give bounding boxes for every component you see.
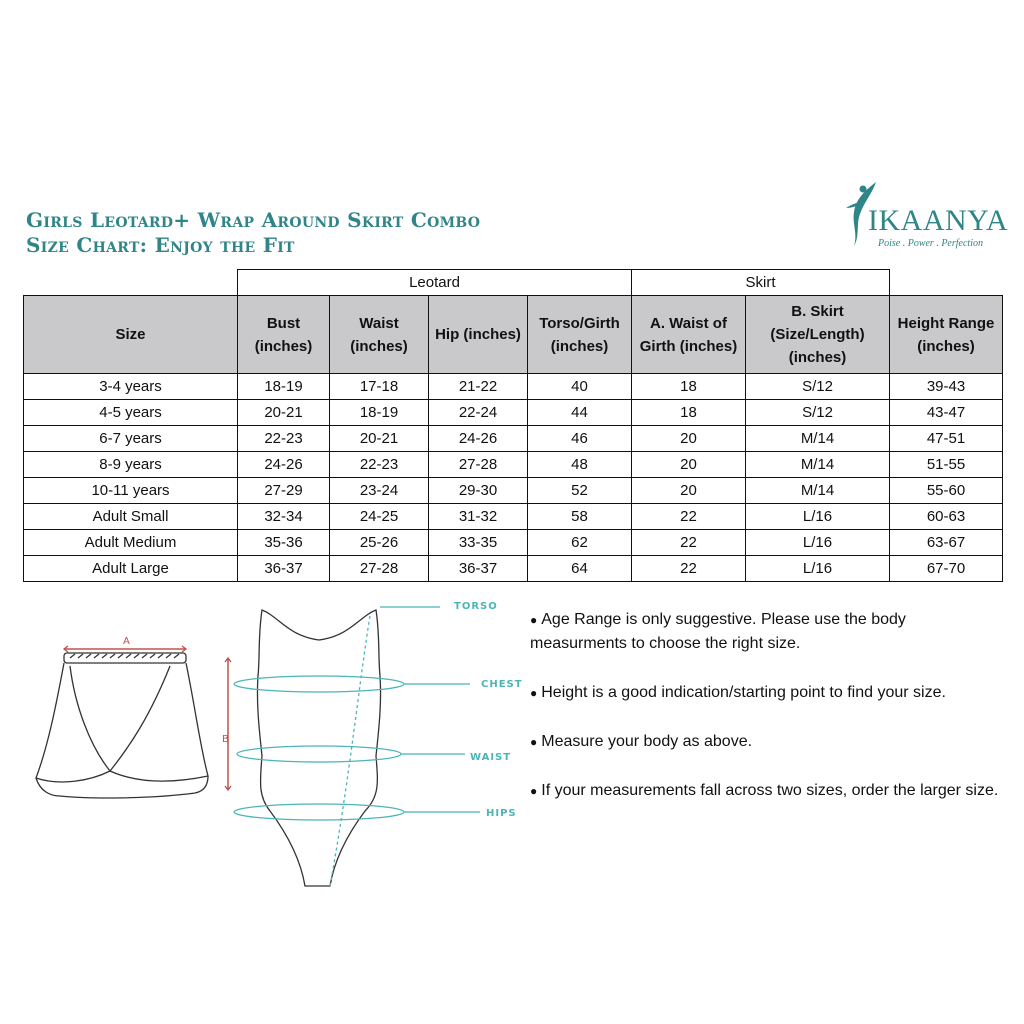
leotard-diagram [234,607,480,886]
table-cell: 18-19 [330,400,429,426]
measurement-diagrams [30,596,530,896]
table-cell: 27-28 [330,556,429,582]
table-cell: 22-23 [330,452,429,478]
group-spacer [890,270,1003,296]
size-chart-table [23,269,1003,582]
table-cell: 20 [632,478,746,504]
table-cell: 4-5 years [24,400,238,426]
sizing-notes [530,608,1000,828]
table-cell: 20-21 [330,426,429,452]
table-cell: 27-28 [429,452,528,478]
table-cell: 24-26 [238,452,330,478]
table-cell: 23-24 [330,478,429,504]
table-cell: 22 [632,556,746,582]
note-text: If your measurements fall across two sizes, order the larger size. [541,782,999,799]
table-row [24,504,1003,530]
leotard-group-header: Leotard [238,270,632,296]
table-cell: 24-26 [429,426,528,452]
note-text: Height is a good indication/starting point to find your size. [541,684,946,701]
table-row [24,426,1003,452]
skirt-diagram [36,646,231,798]
column-header: B. Skirt (Size/Length) (inches) [746,296,890,374]
table-cell: 21-22 [429,374,528,400]
note-text: Age Range is only suggestive. Please use the body measurments to choose the right size. [530,611,906,652]
table-cell: 43-47 [890,400,1003,426]
table-cell: M/14 [746,452,890,478]
column-header: Height Range (inches) [890,296,1003,374]
table-cell: 62 [528,530,632,556]
table-cell: 32-34 [238,504,330,530]
table-cell: L/16 [746,556,890,582]
table-cell: 35-36 [238,530,330,556]
table-cell: 10-11 years [24,478,238,504]
brand-name: IKAANYA [868,204,1009,237]
table-cell: 22-24 [429,400,528,426]
brand-logo [836,180,1009,260]
heading-line-1: Girls Leotard+ Wrap Around Skirt Combo [26,208,481,232]
table-cell: 36-37 [429,556,528,582]
skirt-group-header: Skirt [632,270,890,296]
note-item [530,730,1000,754]
skirt-label-b: B [222,734,229,745]
table-row [24,400,1003,426]
hips-label: HIPS [486,808,517,819]
table-cell: 17-18 [330,374,429,400]
table-cell: 47-51 [890,426,1003,452]
table-row [24,452,1003,478]
table-cell: M/14 [746,426,890,452]
table-cell: 33-35 [429,530,528,556]
table-cell: 36-37 [238,556,330,582]
table-cell: S/12 [746,374,890,400]
table-cell: 39-43 [890,374,1003,400]
table-cell: 24-25 [330,504,429,530]
bullet-icon: ● [530,735,538,749]
table-cell: Adult Small [24,504,238,530]
table-cell: 8-9 years [24,452,238,478]
table-cell: 48 [528,452,632,478]
column-header: Waist (inches) [330,296,429,374]
column-header: Torso/Girth (inches) [528,296,632,374]
table-cell: L/16 [746,530,890,556]
column-header: Hip (inches) [429,296,528,374]
column-header: Bust (inches) [238,296,330,374]
table-cell: 63-67 [890,530,1003,556]
note-item [530,608,1000,656]
table-cell: 58 [528,504,632,530]
bullet-icon: ● [530,784,538,798]
table-cell: 22 [632,504,746,530]
column-header-row [24,296,1003,374]
table-cell: 3-4 years [24,374,238,400]
column-header: A. Waist of Girth (inches) [632,296,746,374]
bullet-icon: ● [530,613,538,627]
table-cell: Adult Medium [24,530,238,556]
table-cell: 18-19 [238,374,330,400]
chest-label: CHEST [481,679,523,690]
waist-label: WAIST [470,752,512,763]
table-cell: 40 [528,374,632,400]
table-cell: 25-26 [330,530,429,556]
table-row [24,478,1003,504]
torso-label: TORSO [454,601,498,612]
table-cell: 20-21 [238,400,330,426]
table-cell: 51-55 [890,452,1003,478]
skirt-label-a: A [123,636,130,647]
table-cell: M/14 [746,478,890,504]
column-header: Size [24,296,238,374]
table-row [24,374,1003,400]
table-cell: 44 [528,400,632,426]
table-cell: 55-60 [890,478,1003,504]
table-cell: 67-70 [890,556,1003,582]
table-cell: L/16 [746,504,890,530]
table-row [24,556,1003,582]
note-item [530,779,1000,803]
table-body [24,374,1003,582]
table-cell: 52 [528,478,632,504]
note-text: Measure your body as above. [541,733,753,750]
bullet-icon: ● [530,686,538,700]
table-cell: Adult Large [24,556,238,582]
table-cell: 18 [632,400,746,426]
table-cell: 20 [632,452,746,478]
table-cell: 6-7 years [24,426,238,452]
table-cell: S/12 [746,400,890,426]
table-cell: 22 [632,530,746,556]
table-cell: 22-23 [238,426,330,452]
group-header-row [24,270,1003,296]
chart-heading [26,208,480,258]
heading-line-2: Size Chart: Enjoy the Fit [26,233,295,257]
note-item [530,681,1000,705]
table-cell: 27-29 [238,478,330,504]
brand-tagline: Poise . Power . Perfection [878,238,983,249]
table-row [24,530,1003,556]
table-cell: 29-30 [429,478,528,504]
measurement-diagram-svg [30,596,530,896]
table-cell: 31-32 [429,504,528,530]
table-cell: 20 [632,426,746,452]
group-spacer [24,270,238,296]
table-cell: 60-63 [890,504,1003,530]
table-cell: 46 [528,426,632,452]
table-cell: 64 [528,556,632,582]
table-cell: 18 [632,374,746,400]
